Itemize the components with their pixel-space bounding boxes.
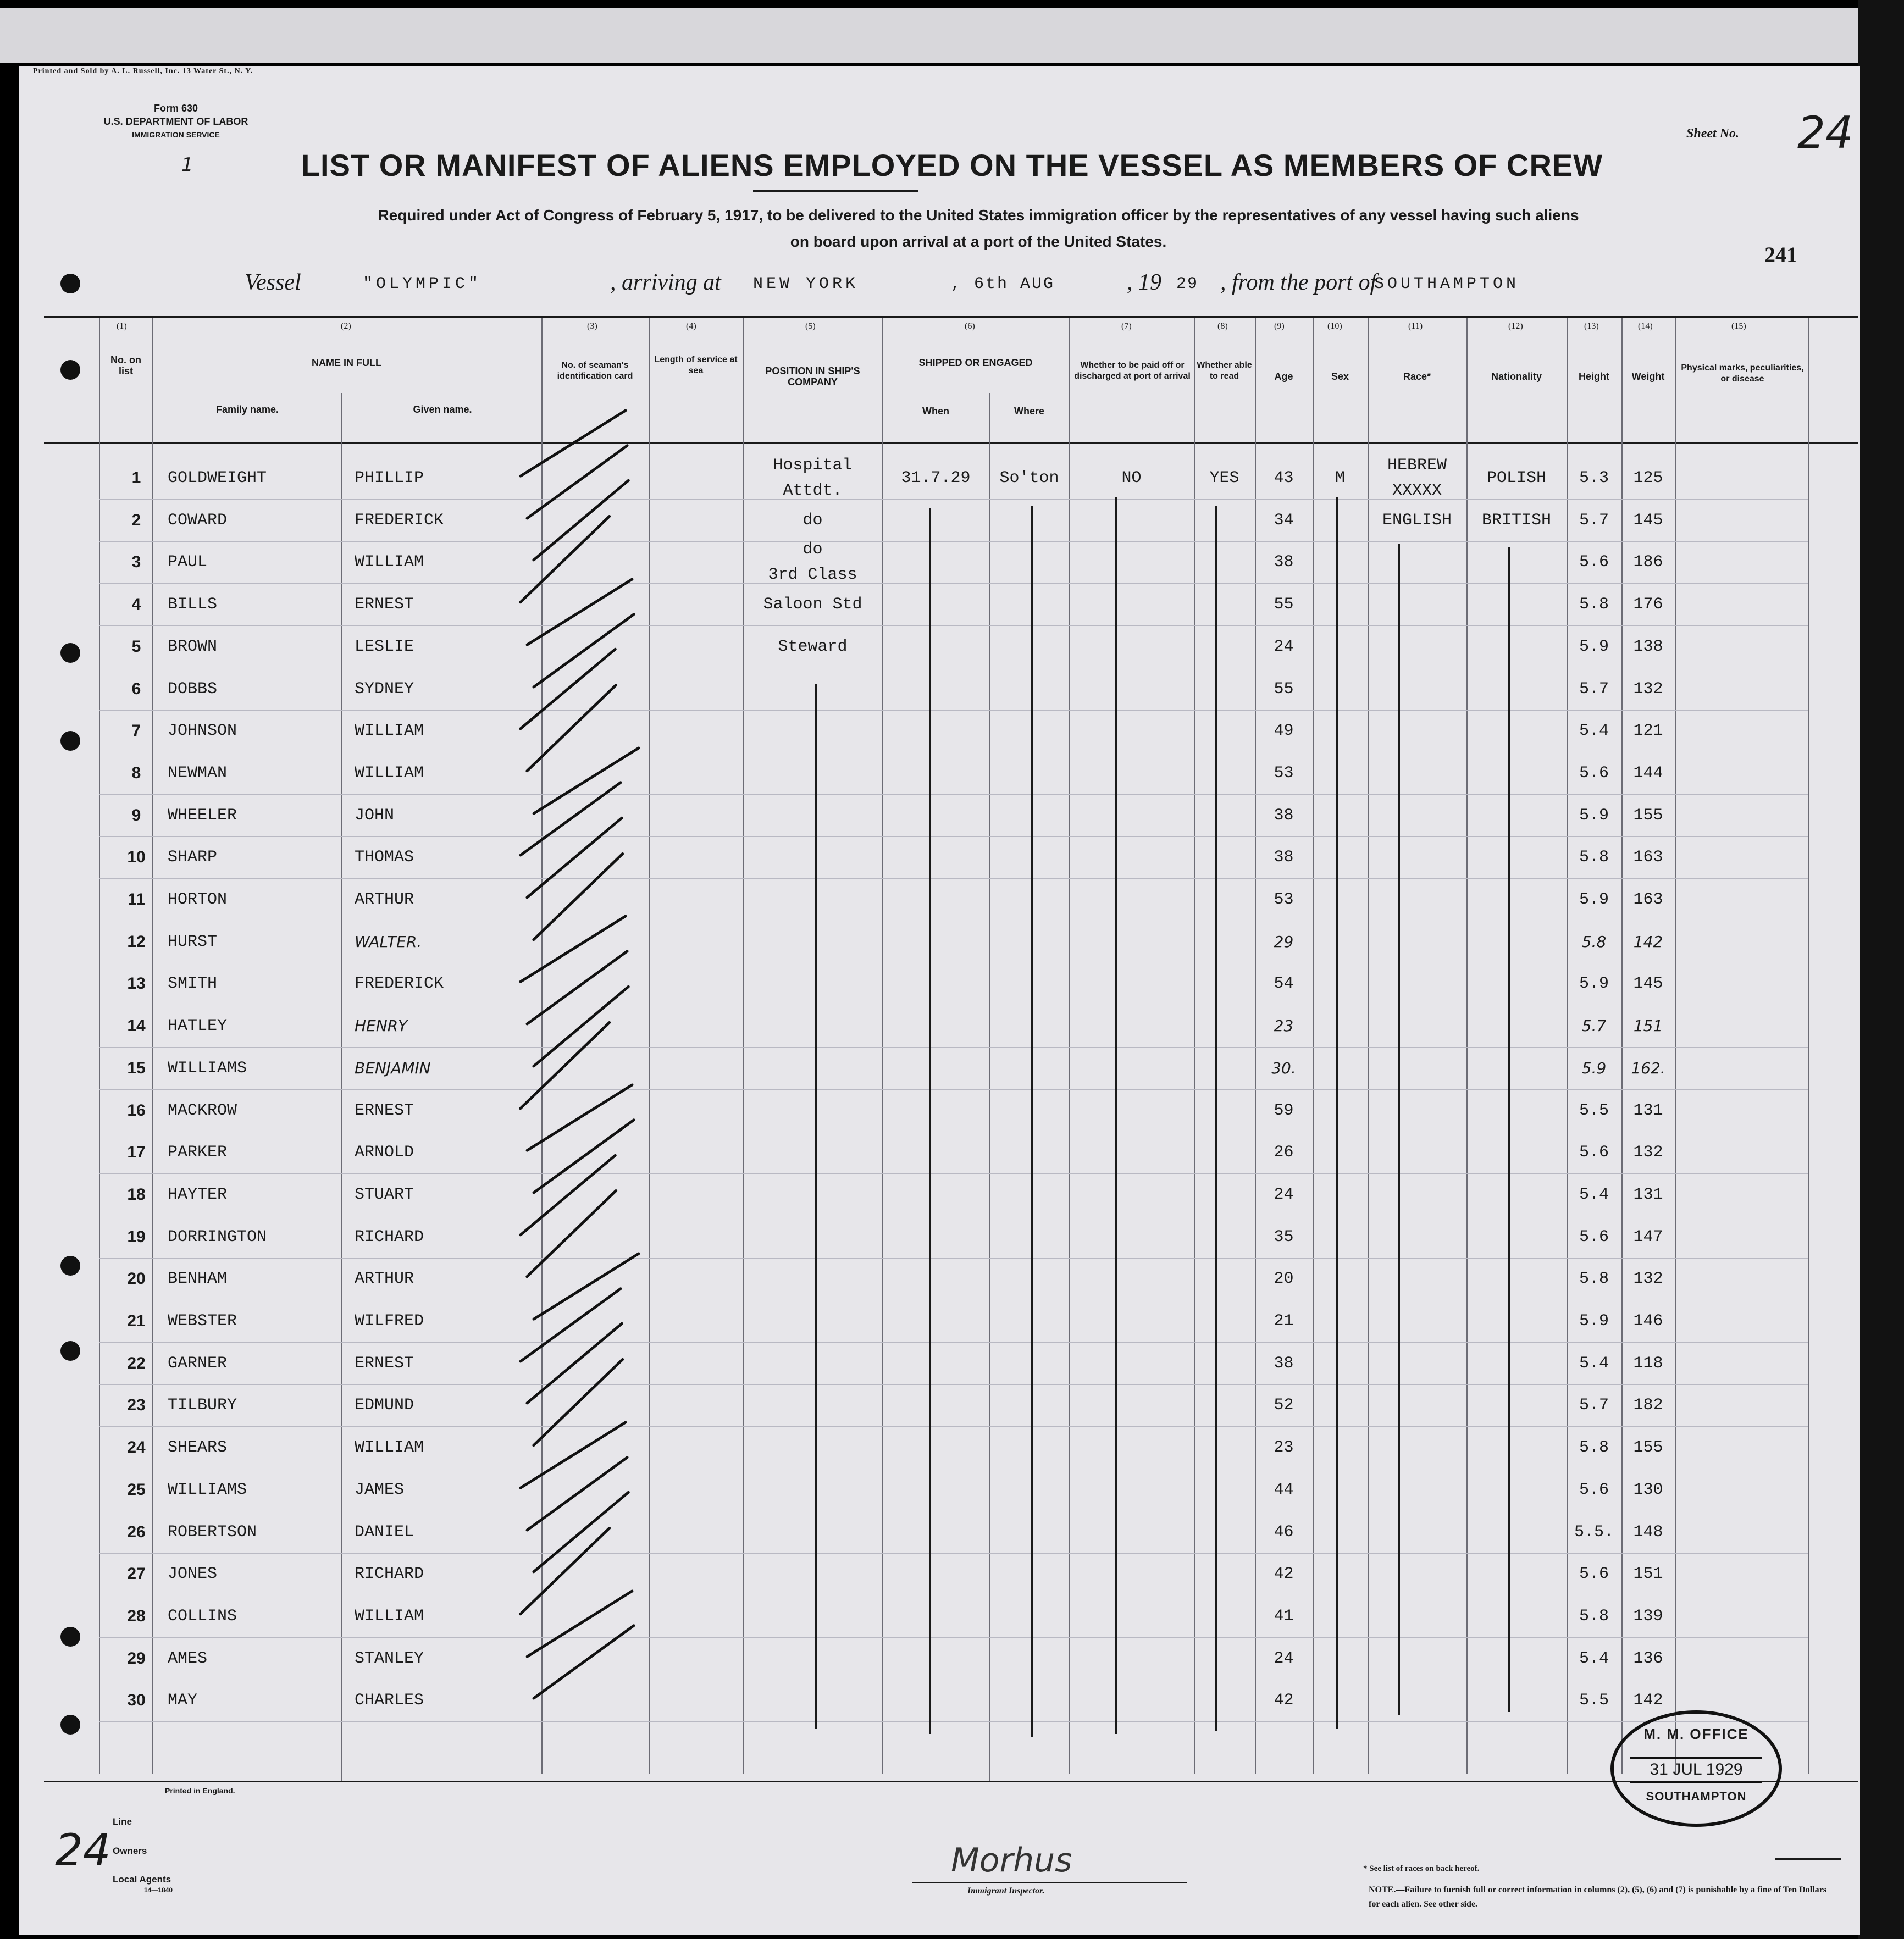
cell-given-name: ERNEST <box>355 595 414 614</box>
cell-no: 22 <box>127 1354 146 1372</box>
cell-age: 24 <box>1274 1185 1294 1204</box>
column-header-physical-marks: Physical marks, peculiarities, or disease <box>1681 363 1804 384</box>
cell-no: 21 <box>127 1312 146 1330</box>
cell-no: 11 <box>128 890 145 908</box>
cell-family-name: PARKER <box>168 1143 228 1162</box>
cell-weight: 155 <box>1633 1438 1663 1458</box>
cell-no: 25 <box>127 1480 146 1499</box>
cell-position: Saloon Std <box>763 595 862 614</box>
cell-given-name: DANIEL <box>355 1522 414 1542</box>
column-header-sex: Sex <box>1331 371 1349 382</box>
cell-height: 5.9 <box>1579 974 1609 994</box>
cell-no: 5 <box>131 637 141 656</box>
cell-height: 5.8 <box>1581 932 1607 951</box>
column-header-height: Height <box>1579 371 1609 382</box>
cell-weight: 138 <box>1633 637 1663 656</box>
column-header-nationality: Nationality <box>1491 371 1542 382</box>
race-footnote: * See list of races on back hereof. <box>1363 1864 1480 1873</box>
cell-family-name: COWARD <box>168 511 228 530</box>
row-rule <box>99 1637 1808 1638</box>
cell-family-name: NEWMAN <box>168 763 228 783</box>
cell-family-name: TILBURY <box>168 1396 237 1415</box>
cell-given-name: ERNEST <box>355 1354 414 1373</box>
cell-height: 5.4 <box>1579 1354 1609 1373</box>
column-header-age: Age <box>1274 371 1293 382</box>
cell-weight: 163 <box>1633 848 1663 867</box>
cell-weight: 151 <box>1633 1017 1663 1035</box>
row-rule <box>99 1258 1808 1259</box>
footer-owners-label: Owners <box>113 1846 147 1856</box>
cell-no: 14 <box>127 1017 146 1035</box>
cell-no: 17 <box>127 1143 146 1162</box>
cell-weight: 151 <box>1633 1565 1663 1584</box>
cell-age: 43 <box>1274 469 1294 487</box>
cell-family-name: WILLIAMS <box>168 1480 247 1499</box>
cell-weight: 121 <box>1633 722 1663 741</box>
cell-weight: 132 <box>1633 679 1663 699</box>
row-rule <box>99 583 1808 584</box>
cell-height: 5.6 <box>1579 1480 1609 1499</box>
cell-family-name: HAYTER <box>168 1185 228 1204</box>
cell-weight: 145 <box>1633 511 1663 530</box>
handwritten-mark: 1 <box>181 154 193 176</box>
cell-given-name: ARTHUR <box>355 1270 414 1289</box>
column-number: (15) <box>1731 322 1746 331</box>
column-number: (5) <box>805 322 816 331</box>
cell-age: 55 <box>1274 595 1294 614</box>
cell-weight: 131 <box>1633 1185 1663 1204</box>
cell-family-name: HATLEY <box>168 1017 228 1036</box>
cell-given-name: WILLIAM <box>355 553 424 572</box>
cell-age: 23 <box>1274 1438 1294 1458</box>
cell-weight: 146 <box>1633 1312 1663 1331</box>
cell-age: 42 <box>1274 1565 1294 1584</box>
cell-given-name: EDMUND <box>355 1396 414 1415</box>
cell-family-name: WEBSTER <box>168 1312 237 1331</box>
cell-height: 5.5 <box>1579 1101 1609 1120</box>
column-header-family: Family name. <box>215 404 279 415</box>
cell-no: 19 <box>127 1227 146 1246</box>
cell-given-name: RICHARD <box>355 1227 424 1246</box>
cell-weight: 132 <box>1633 1143 1663 1162</box>
cell-height: 5.4 <box>1579 722 1609 741</box>
column-header-name: NAME IN FULL <box>312 357 381 368</box>
cell-age: 55 <box>1274 679 1294 699</box>
cell-height: 5.6 <box>1579 553 1609 572</box>
cell-given-name: FREDERICK <box>355 974 444 994</box>
cell-height: 5.9 <box>1581 1059 1607 1077</box>
cell-weight: 125 <box>1633 469 1663 487</box>
cell-age: 38 <box>1274 806 1294 825</box>
sheet-label: Sheet No. <box>1686 126 1739 141</box>
vessel-label: Vessel <box>245 270 301 295</box>
cell-no: 26 <box>127 1522 146 1541</box>
cell-age: 49 <box>1274 722 1294 741</box>
cell-age: 23 <box>1274 1017 1294 1035</box>
cell-no: 3 <box>131 553 141 572</box>
cell-no: 9 <box>131 806 141 824</box>
row-rule <box>99 1426 1808 1427</box>
row-rule <box>99 1553 1808 1554</box>
cell-position: Hospital Attdt. <box>773 456 853 500</box>
cell-age: 20 <box>1274 1270 1294 1289</box>
cell-height: 5.9 <box>1579 806 1609 825</box>
year-suffix: 29 <box>1176 275 1199 293</box>
inspector-label: Immigrant Inspector. <box>967 1886 1045 1896</box>
header-bottom-rule <box>44 442 1858 444</box>
row-rule <box>99 1721 1808 1722</box>
cell-family-name: HURST <box>168 932 218 951</box>
cell-age: 53 <box>1274 890 1294 909</box>
cell-weight: 130 <box>1633 1480 1663 1499</box>
cell-age: 34 <box>1274 511 1294 530</box>
cell-age: 42 <box>1274 1691 1294 1710</box>
arrival-port: NEW YORK <box>753 275 859 293</box>
cell-height: 5.6 <box>1579 1565 1609 1584</box>
cell-given-name: WILFRED <box>355 1312 424 1331</box>
cell-height: 5.6 <box>1579 1143 1609 1162</box>
cell-age: 41 <box>1274 1606 1294 1626</box>
cell-height: 5.8 <box>1579 1270 1609 1289</box>
footer-agents-label: Local Agents <box>113 1874 171 1885</box>
cell-weight: 163 <box>1633 890 1663 909</box>
cell-given-name: WILLIAM <box>355 1438 424 1458</box>
row-rule <box>99 836 1808 837</box>
column-header-weight: Weight <box>1631 371 1665 382</box>
cell-family-name: SMITH <box>168 974 218 994</box>
cell-no: 2 <box>131 511 141 529</box>
column-header-where: Where <box>1014 406 1044 417</box>
cell-family-name: MACKROW <box>168 1101 237 1120</box>
cell-no: 30 <box>127 1691 146 1710</box>
cell-position: Steward <box>778 637 848 656</box>
arriving-label: , arriving at <box>610 270 721 295</box>
cell-height: 5.7 <box>1579 679 1609 699</box>
cell-given-name: CHARLES <box>355 1691 424 1710</box>
cell-family-name: AMES <box>168 1649 208 1668</box>
column-header-paid-off: Whether to be paid off or discharged at port of arrival <box>1074 361 1191 381</box>
cell-nationality: BRITISH <box>1481 511 1552 530</box>
cell-position: do <box>802 511 823 530</box>
cell-where: So'ton <box>999 469 1059 487</box>
handwritten-sheet-number: 24 <box>55 1825 111 1876</box>
column-number: (4) <box>686 322 696 331</box>
cell-height: 5.8 <box>1579 848 1609 867</box>
cell-given-name: WILLIAM <box>355 722 424 741</box>
column-header-no: No. on list <box>110 354 141 376</box>
row-rule <box>99 541 1808 542</box>
column-header-given: Given name. <box>413 404 472 415</box>
mm-office-stamp <box>1610 1710 1782 1827</box>
cell-given-name: JOHN <box>355 806 395 825</box>
cell-weight: 136 <box>1633 1649 1663 1668</box>
cell-no: 6 <box>131 679 141 698</box>
cell-height: 5.9 <box>1579 1312 1609 1331</box>
cell-height: 5.8 <box>1579 1438 1609 1458</box>
row-rule <box>99 1384 1808 1385</box>
cell-weight: 142 <box>1633 932 1663 951</box>
year-prefix: , 19 <box>1127 270 1161 295</box>
cell-given-name: ARNOLD <box>355 1143 414 1162</box>
cell-family-name: PAUL <box>168 553 208 572</box>
cell-family-name: SHEARS <box>168 1438 228 1458</box>
cell-given-name: WILLIAM <box>355 763 424 783</box>
stamp-place: SOUTHAMPTON <box>1646 1790 1747 1803</box>
page-edge-right <box>1858 0 1904 1939</box>
cell-age: 26 <box>1274 1143 1294 1162</box>
cell-family-name: WILLIAMS <box>168 1059 247 1078</box>
cell-given-name: STANLEY <box>355 1649 424 1668</box>
column-header-read: Whether able to read <box>1197 361 1252 381</box>
document-title: LIST OR MANIFEST OF ALIENS EMPLOYED ON THE VESSEL AS MEMBERS OF CREW <box>301 148 1603 182</box>
cell-no: 7 <box>131 722 141 740</box>
cell-weight: 162. <box>1631 1059 1665 1077</box>
cell-no: 15 <box>127 1059 146 1077</box>
column-number: (2) <box>341 322 351 331</box>
cell-no: 20 <box>127 1270 146 1288</box>
cell-family-name: JONES <box>168 1565 218 1584</box>
title-rule <box>753 190 918 192</box>
cell-age: 35 <box>1274 1227 1294 1246</box>
cell-no: 18 <box>127 1185 146 1204</box>
subtitle-line-1: Required under Act of Congress of February 5, 1917, to be delivered to the United States immigration officer by the representatives of any vessel having such aliens <box>378 207 1579 224</box>
corner-dash <box>1775 1858 1841 1860</box>
row-rule <box>99 710 1808 711</box>
column-number: (14) <box>1638 322 1653 331</box>
cell-no: 29 <box>127 1649 146 1667</box>
cell-family-name: GOLDWEIGHT <box>168 469 267 487</box>
cell-family-name: SHARP <box>168 848 218 867</box>
cell-weight: 176 <box>1633 595 1663 614</box>
stamp-date: 31 JUL 1929 <box>1630 1757 1762 1783</box>
printed-in-england: Printed in England. <box>165 1786 235 1795</box>
column-number: (3) <box>587 322 597 331</box>
cell-family-name: COLLINS <box>168 1606 237 1626</box>
cell-given-name: ERNEST <box>355 1101 414 1120</box>
cell-race: ENGLISH <box>1382 511 1452 530</box>
cell-no: 12 <box>127 932 146 951</box>
document-subtitle <box>264 202 1693 255</box>
cell-height: 5.5 <box>1579 1691 1609 1710</box>
cell-height: 5.8 <box>1579 1606 1609 1626</box>
cell-age: 53 <box>1274 763 1294 783</box>
cell-age: 38 <box>1274 1354 1294 1373</box>
row-rule <box>99 1089 1808 1090</box>
column-header-id-card: No. of seaman's identification card <box>557 361 633 381</box>
cell-height: 5.6 <box>1579 763 1609 783</box>
cell-nationality: POLISH <box>1486 469 1547 487</box>
column-number: (11) <box>1408 322 1423 331</box>
column-number: (13) <box>1584 322 1599 331</box>
cell-given-name: JAMES <box>355 1480 405 1499</box>
cell-age: 21 <box>1274 1312 1294 1331</box>
cell-weight: 118 <box>1633 1354 1663 1373</box>
cell-given-name: THOMAS <box>355 848 414 867</box>
cell-no: 8 <box>131 763 141 782</box>
stamp-office: M. M. OFFICE <box>1643 1726 1749 1742</box>
inspector-signature: Morhus <box>951 1841 1072 1880</box>
cell-given-name: HENRY <box>355 1017 408 1035</box>
cell-weight: 139 <box>1633 1606 1663 1626</box>
column-header-when: When <box>922 406 949 417</box>
cell-no: 23 <box>127 1396 146 1415</box>
cell-weight: 131 <box>1633 1101 1663 1120</box>
cell-able-to-read: YES <box>1209 469 1239 487</box>
cell-no: 4 <box>131 595 141 614</box>
vessel-name: "OLYMPIC" <box>363 275 482 293</box>
cell-no: 27 <box>127 1565 146 1583</box>
table-top-rule <box>44 316 1858 318</box>
cell-height: 5.9 <box>1579 890 1609 909</box>
cell-weight: 186 <box>1633 553 1663 572</box>
cell-family-name: GARNER <box>168 1354 228 1373</box>
cell-family-name: BILLS <box>168 595 218 614</box>
cell-family-name: BROWN <box>168 637 218 656</box>
cell-given-name: BENJAMIN <box>355 1059 431 1077</box>
footer-line-label: Line <box>113 1816 132 1827</box>
cell-weight: 148 <box>1633 1522 1663 1542</box>
cell-age: 59 <box>1274 1101 1294 1120</box>
row-rule <box>99 499 1808 500</box>
table-bottom-rule <box>44 1781 1858 1782</box>
cell-height: 5.5. <box>1574 1522 1614 1542</box>
cell-family-name: HORTON <box>168 890 228 909</box>
cell-when: 31.7.29 <box>901 469 971 487</box>
from-port-label: , from the port of <box>1220 270 1377 295</box>
cell-height: 5.7 <box>1579 511 1609 530</box>
cell-height: 5.7 <box>1579 1396 1609 1415</box>
row-rule <box>99 1342 1808 1343</box>
inspector-rule <box>912 1882 1187 1883</box>
departure-port: SOUTHAMPTON <box>1374 275 1520 293</box>
cell-no: 10 <box>127 848 146 867</box>
column-number: (8) <box>1217 322 1228 331</box>
cell-race: HEBREW XXXXX <box>1387 456 1447 500</box>
cell-height: 5.4 <box>1579 1649 1609 1668</box>
cell-age: 54 <box>1274 974 1294 994</box>
cell-no: 13 <box>127 974 146 993</box>
cell-family-name: JOHNSON <box>168 722 237 741</box>
cell-weight: 132 <box>1633 1270 1663 1289</box>
cell-given-name: SYDNEY <box>355 679 414 699</box>
column-number: (6) <box>965 322 975 331</box>
column-number: (1) <box>117 322 127 331</box>
cell-no: 1 <box>131 469 141 487</box>
cell-weight: 145 <box>1633 974 1663 994</box>
column-number: (12) <box>1508 322 1523 331</box>
sheet-number: 24 <box>1797 107 1853 158</box>
row-rule <box>99 878 1808 879</box>
cell-weight: 182 <box>1633 1396 1663 1415</box>
column-header-shipped: SHIPPED OR ENGAGED <box>918 357 1033 368</box>
cell-height: 5.9 <box>1579 637 1609 656</box>
cell-paid-off: NO <box>1121 469 1142 487</box>
cell-given-name: PHILLIP <box>355 469 424 487</box>
cell-given-name: ARTHUR <box>355 890 414 909</box>
cell-weight: 142 <box>1633 1691 1663 1710</box>
cell-family-name: WHEELER <box>168 806 237 825</box>
row-rule <box>99 1047 1808 1048</box>
cell-age: 46 <box>1274 1522 1294 1542</box>
column-number: (7) <box>1121 322 1132 331</box>
column-header-length-service: Length of service at sea <box>654 355 738 375</box>
cell-age: 29 <box>1274 932 1294 951</box>
row-rule <box>99 625 1808 626</box>
cell-no: 24 <box>127 1438 146 1457</box>
service: IMMIGRATION SERVICE <box>132 130 220 139</box>
row-rule <box>99 794 1808 795</box>
cell-age: 24 <box>1274 1649 1294 1668</box>
footer-form-code: 14—1840 <box>144 1886 173 1894</box>
cell-family-name: DOBBS <box>168 679 218 699</box>
subtitle-line-2: on board upon arrival at a port of the United States. <box>790 233 1167 250</box>
cell-height: 5.8 <box>1579 595 1609 614</box>
cell-height: 5.7 <box>1581 1017 1607 1035</box>
cell-sex: M <box>1335 469 1345 487</box>
cell-family-name: DORRINGTON <box>168 1227 267 1246</box>
column-header-position: POSITION IN SHIP'S COMPANY <box>765 365 860 387</box>
cell-height: 5.6 <box>1579 1227 1609 1246</box>
cell-given-name: WILLIAM <box>355 1606 424 1626</box>
cell-height: 5.3 <box>1579 469 1609 487</box>
printer-imprint: Printed and Sold by A. L. Russell, Inc. 13 Water St., N. Y. <box>33 67 253 75</box>
cell-no: 28 <box>127 1606 146 1625</box>
cell-given-name: WALTER. <box>355 932 422 951</box>
arrival-date: , 6th AUG <box>951 275 1055 293</box>
cell-age: 52 <box>1274 1396 1294 1415</box>
cell-given-name: STUART <box>355 1185 414 1204</box>
cell-family-name: ROBERTSON <box>168 1522 257 1542</box>
form-number: Form 630 <box>153 103 198 114</box>
cell-age: 24 <box>1274 637 1294 656</box>
cell-family-name: MAY <box>168 1691 198 1710</box>
column-number: (10) <box>1327 322 1342 331</box>
column-number: (9) <box>1274 322 1285 331</box>
page-edge <box>0 8 1880 63</box>
cell-given-name: LESLIE <box>355 637 414 656</box>
cell-weight: 155 <box>1633 806 1663 825</box>
cell-given-name: RICHARD <box>355 1565 424 1584</box>
row-rule <box>99 1173 1808 1174</box>
department: U.S. DEPARTMENT OF LABOR <box>103 116 248 127</box>
cell-given-name: FREDERICK <box>355 511 444 530</box>
column-header-race: Race* <box>1403 371 1431 382</box>
cell-weight: 144 <box>1633 763 1663 783</box>
cell-position: do 3rd Class <box>768 540 857 585</box>
cell-age: 38 <box>1274 848 1294 867</box>
cell-weight: 147 <box>1633 1227 1663 1246</box>
cell-age: 38 <box>1274 553 1294 572</box>
cell-family-name: BENHAM <box>168 1270 228 1289</box>
cell-age: 30. <box>1271 1059 1296 1077</box>
cell-no: 16 <box>127 1101 146 1120</box>
cell-height: 5.4 <box>1579 1185 1609 1204</box>
cell-age: 44 <box>1274 1480 1294 1499</box>
form-header <box>93 102 258 141</box>
penalty-note: NOTE.—Failure to furnish full or correct information in columns (2), (5), (6) and (7) is punishable by a fine of Ten Dollars for each alien. See other side. <box>1369 1885 1826 1909</box>
page-number: 241 <box>1764 242 1797 267</box>
